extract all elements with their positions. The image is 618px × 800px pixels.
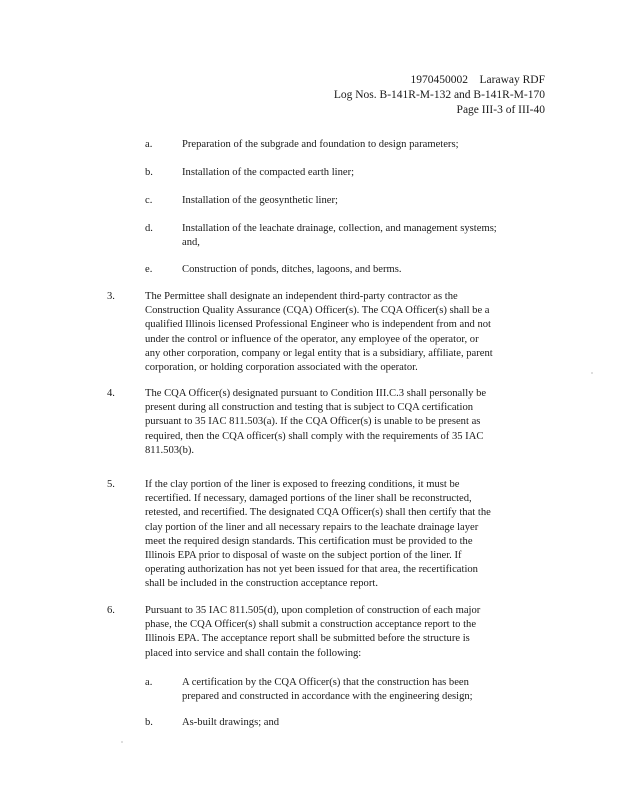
text-line: operating authorization has not yet been issued for that area, the recertification (145, 564, 478, 576)
list-item-label: a. (145, 139, 153, 150)
text-line: Illinois EPA prior to disposal of waste on the subject portion of the liner. If (145, 550, 462, 562)
text-line: The CQA Officer(s) designated pursuant to Condition III.C.3 shall personally be (145, 388, 487, 399)
list-item-label: a. (145, 677, 153, 688)
text-line: shall be included in the construction acceptance report. (145, 578, 378, 590)
page-number-line: Page III-3 of III-40 (456, 104, 545, 116)
list-item-label: d. (145, 223, 153, 234)
text-line: retested, and recertified. The designated CQA Officer(s) shall then certify that the (145, 507, 491, 519)
scan-speck (591, 372, 593, 374)
text-line: phase, the CQA Officer(s) shall submit a construction acceptance report to the (145, 619, 477, 631)
paragraph-number: 4. (107, 388, 115, 399)
text-line: A certification by the CQA Officer(s) that the construction has been (182, 677, 469, 688)
text-line: required, then the CQA officer(s) shall comply with the requirements of 35 IAC (145, 430, 484, 442)
list-item-text: As-built drawings; and (182, 717, 280, 728)
text-line: prepared and constructed in accordance with the engineering design; (182, 691, 473, 702)
paragraph-body (145, 387, 547, 458)
list-item-text (182, 222, 497, 250)
list-item-text: Construction of ponds, ditches, lagoons, and berms. (182, 264, 402, 275)
log-numbers-line: Log Nos. B-141R-M-132 and B-141R-M-170 (333, 89, 545, 101)
paragraph-number: 5. (107, 479, 115, 490)
facility-id-line: 1970450002 Laraway RDF (410, 74, 545, 86)
text-line: and, (182, 237, 200, 248)
list-item-text: Preparation of the subgrade and foundation to design parameters; (182, 139, 459, 150)
scan-speck (121, 741, 123, 743)
text-line: Pursuant to 35 IAC 811.505(d), upon completion of construction of each major (145, 605, 481, 616)
list-item-text (182, 676, 473, 704)
text-line: meet the required design standards. This certification must be provided to the (145, 535, 473, 547)
text-line: placed into service and shall contain the following: (145, 647, 362, 659)
text-line: 811.503(b). (145, 444, 195, 456)
text-line: If the clay portion of the liner is exposed to freezing conditions, it must be (145, 479, 460, 490)
text-line: Construction Quality Assurance (CQA) Officer(s). The CQA Officer(s) shall be a (145, 305, 490, 317)
paragraph-body (145, 478, 547, 592)
list-item-label: b. (145, 167, 153, 178)
text-line: Installation of the leachate drainage, collection, and management systems; (182, 223, 497, 234)
list-item-label: c. (145, 195, 153, 206)
text-line: corporation, or holding corporation associated with the operator. (145, 362, 418, 374)
text-line: recertified. If necessary, damaged portions of the liner shall be reconstructed, (145, 493, 472, 505)
paragraph-body (145, 604, 547, 661)
paragraph-number: 3. (107, 291, 115, 302)
text-line: any other corporation, company or legal entity that is a subsidiary, affiliate, parent (145, 347, 493, 359)
document-header (334, 73, 545, 118)
list-item-label: b. (145, 717, 153, 728)
text-line: under the control or influence of the operator, any employee of the operator, or (145, 333, 479, 345)
list-item-text: Installation of the compacted earth liner; (182, 167, 355, 178)
paragraph-number: 6. (107, 605, 115, 616)
text-line: present during all construction and testing that is subject to CQA certification (145, 402, 474, 414)
paragraph-body (145, 290, 547, 375)
list-item-text: Installation of the geosynthetic liner; (182, 195, 338, 206)
text-line: pursuant to 35 IAC 811.503(a). If the CQA Officer(s) is unable to be present as (145, 416, 481, 428)
list-item-label: e. (145, 264, 153, 275)
text-line: Illinois EPA. The acceptance report shall be submitted before the structure is (145, 633, 470, 645)
text-line: The Permittee shall designate an independent third-party contractor as the (145, 291, 458, 302)
text-line: qualified Illinois licensed Professional Engineer who is independent from and not (145, 319, 491, 331)
text-line: clay portion of the liner and all necessary repairs to the leachate drainage layer (145, 521, 479, 533)
